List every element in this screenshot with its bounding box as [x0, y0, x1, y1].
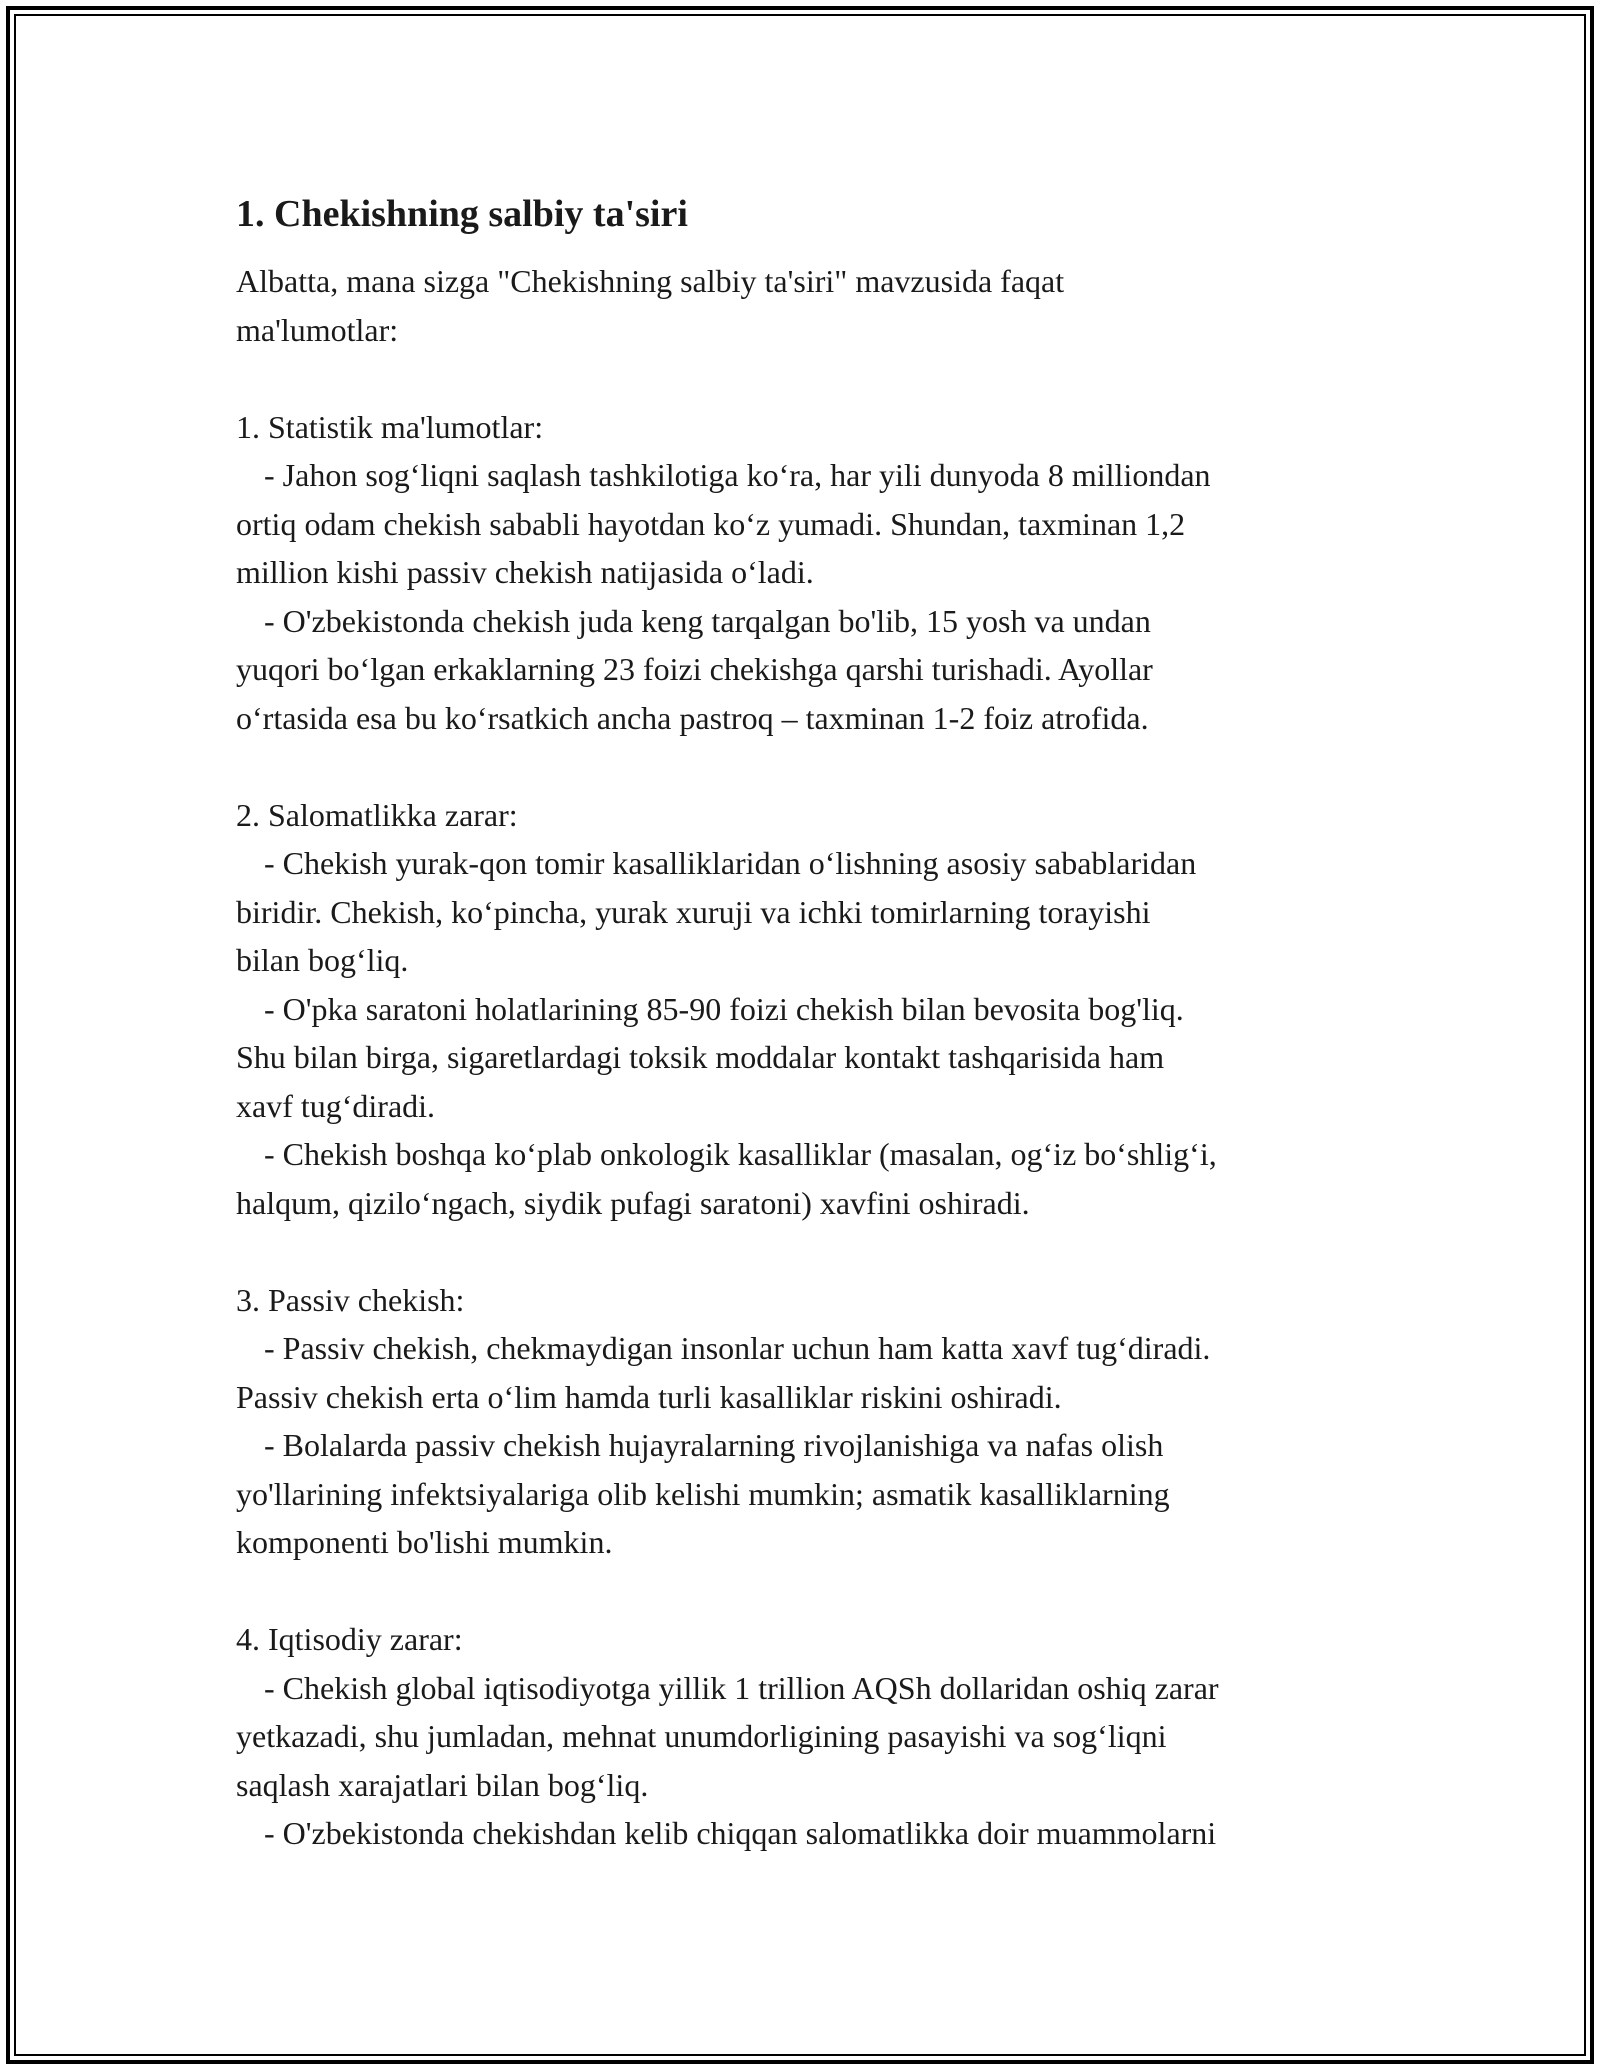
section-heading: 2. Salomatlikka zarar: — [236, 796, 518, 833]
bullet-line: xavf tug‘diradi. — [236, 1087, 436, 1124]
bullet-line: million kishi passiv chekish natijasida o‘ladi. — [236, 554, 814, 590]
bullet-line: halqum, qizilo‘ngach, siydik pufagi saratoni) xavfini oshiradi. — [236, 1184, 1030, 1221]
bullet-line: yetkazadi, shu jumladan, mehnat unumdorligining pasayishi va sog‘liqni — [236, 1718, 1167, 1754]
bullet-line: - Passiv chekish, chekmaydigan insonlar uchun ham katta xavf tug‘diradi. — [264, 1330, 1211, 1366]
bullet-line: Passiv chekish erta o‘lim hamda turli kasalliklar riskini oshiradi. — [236, 1378, 1062, 1415]
intro-line: ma'lumotlar: — [236, 311, 399, 348]
bullet-line: - Chekish yurak-qon tomir kasalliklaridan o‘lishning asosiy sabablaridan — [264, 845, 1197, 881]
bullet-line: komponenti bo'lishi mumkin. — [236, 1524, 613, 1560]
bullet-line: biridir. Chekish, ko‘pincha, yurak xuruji va ichki tomirlarning torayishi — [236, 893, 1151, 930]
section-heading: 4. Iqtisodiy zarar: — [236, 1621, 463, 1657]
bullet-line: - O'zbekistonda chekishdan kelib chiqqan salomatlikka doir muammolarni — [264, 1815, 1217, 1851]
section-heading: 1. Statistik ma'lumotlar: — [236, 408, 544, 445]
intro-paragraph — [236, 257, 1366, 354]
bullet-line: - O'pka saratoni holatlarining 85-90 foizi chekish bilan bevosita bog'liq. — [264, 990, 1184, 1027]
intro-line: Albatta, mana sizga "Chekishning salbiy ta'siri" mavzusida faqat — [236, 263, 1065, 299]
bullet-line: - O'zbekistonda chekish juda keng tarqalgan bo'lib, 15 yosh va undan — [264, 602, 1151, 639]
document-body — [236, 186, 1366, 1906]
bullet-line: yo'llarining infektsiyalariga olib kelishi mumkin; asmatik kasalliklarning — [236, 1475, 1170, 1512]
section-passive-smoking — [236, 1276, 1366, 1567]
bullet-line: Shu bilan birga, sigaretlardagi toksik moddalar kontakt tashqarisida ham — [236, 1039, 1165, 1075]
section-heading: 3. Passiv chekish: — [236, 1281, 465, 1318]
bullet-line: ortiq odam chekish sababli hayotdan ko‘z yumadi. Shundan, taxminan 1,2 — [236, 505, 1186, 542]
bullet-line: o‘rtasida esa bu ko‘rsatkich ancha pastroq – taxminan 1-2 foiz atrofida. — [236, 699, 1149, 736]
bullet-line: saqlash xarajatlari bilan bog‘liq. — [236, 1766, 649, 1803]
bullet-line: - Jahon sog‘liqni saqlash tashkilotiga ko‘ra, har yili dunyoda 8 milliondan — [264, 457, 1211, 493]
document-title: 1. Chekishning salbiy ta'siri — [236, 193, 688, 235]
bullet-line: bilan bog‘liq. — [236, 942, 409, 978]
section-statistics — [236, 403, 1366, 743]
section-health-harm — [236, 791, 1366, 1228]
section-economic-harm — [236, 1615, 1366, 1858]
bullet-line: - Bolalarda passiv chekish hujayralarning rivojlanishiga va nafas olish — [264, 1427, 1164, 1463]
bullet-line: - Chekish global iqtisodiyotga yillik 1 trillion AQSh dollaridan oshiq zarar — [264, 1669, 1219, 1706]
bullet-line: - Chekish boshqa ko‘plab onkologik kasalliklar (masalan, og‘iz bo‘shlig‘i, — [264, 1136, 1217, 1172]
bullet-line: yuqori bo‘lgan erkaklarning 23 foizi chekishga qarshi turishadi. Ayollar — [236, 651, 1153, 687]
